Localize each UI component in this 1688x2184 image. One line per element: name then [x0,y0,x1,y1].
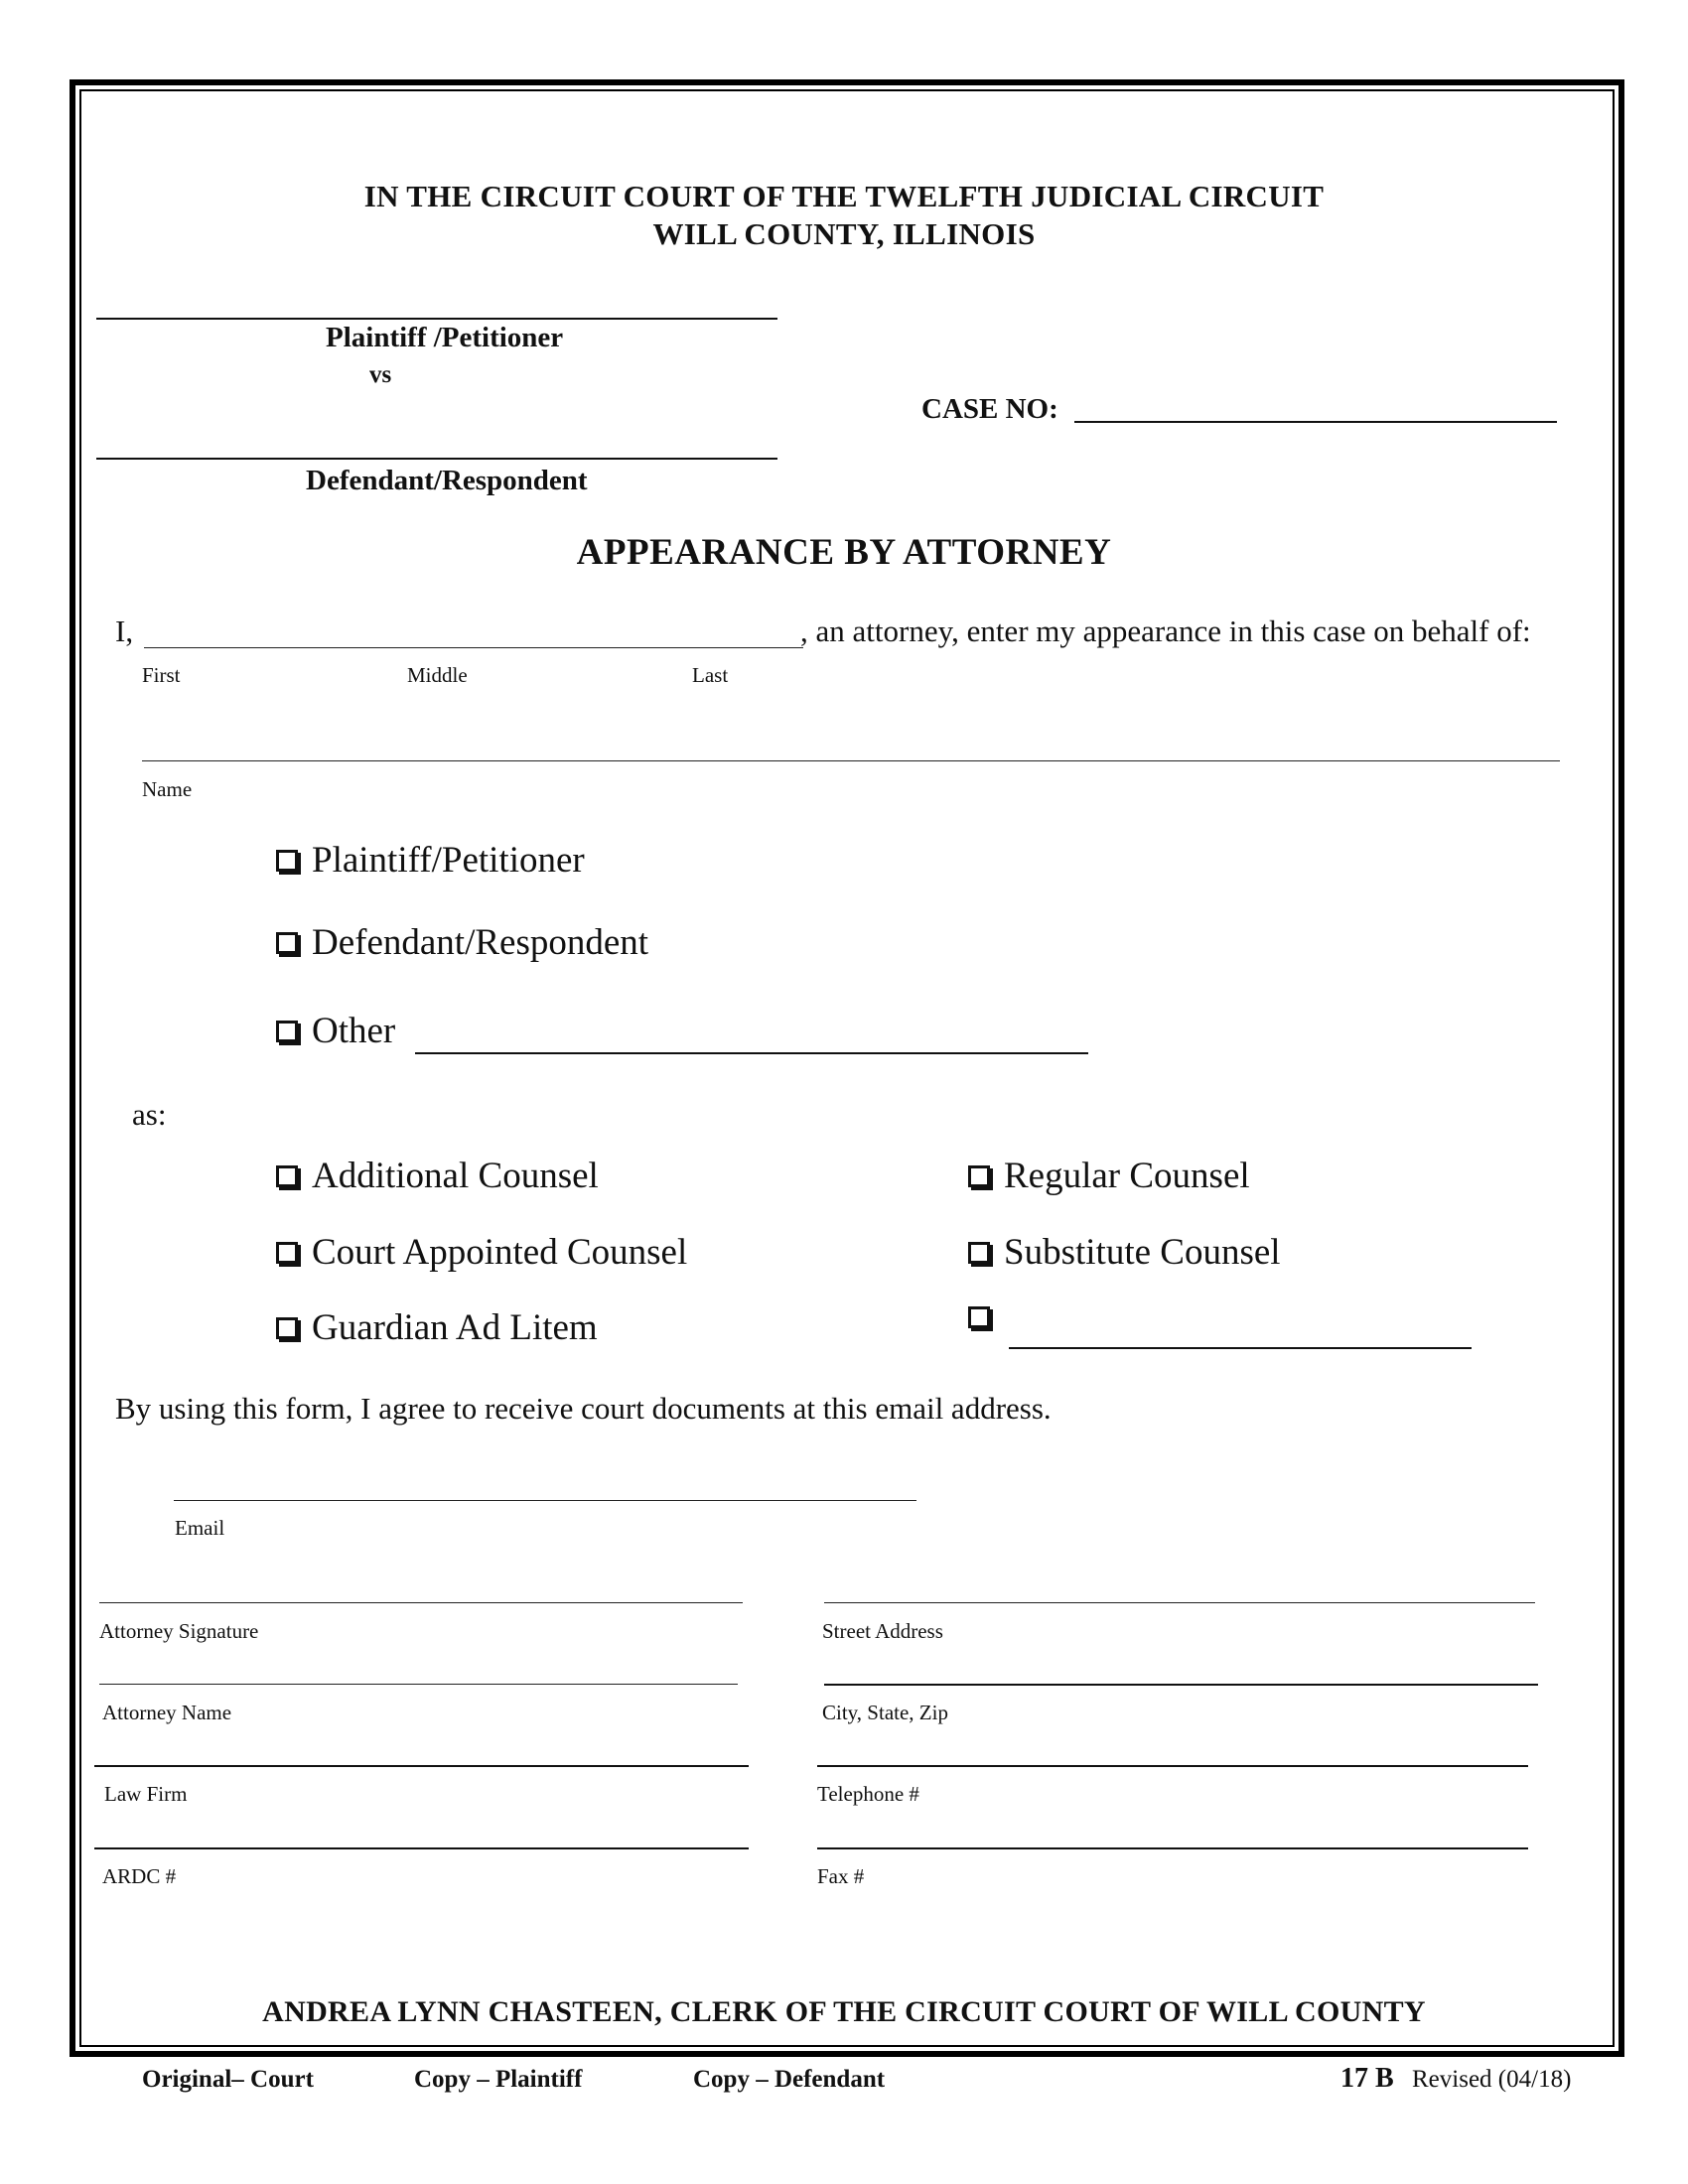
attorney-name-line[interactable] [99,1684,738,1685]
court-appointed-counsel-label: Court Appointed Counsel [312,1232,688,1273]
appearance-prefix: I, [115,614,134,648]
clerk-line: ANDREA LYNN CHASTEEN, CLERK OF THE CIRCUIT COURT OF WILL COUNTY [262,1995,1426,2028]
custom-counsel-field[interactable] [1009,1347,1472,1349]
email-label: Email [175,1516,225,1540]
city-state-zip-field[interactable] [824,1684,1538,1686]
option-court-appointed-counsel[interactable] [276,1231,687,1274]
checkbox-custom-counsel[interactable] [968,1306,990,1328]
footer-copy-plaintiff: Copy – Plaintiff [414,2066,583,2093]
option-defendant-label: Defendant/Respondent [312,922,649,963]
inner-border [79,89,1615,2047]
option-other[interactable] [276,1010,395,1052]
option-additional-counsel[interactable] [276,1155,599,1197]
street-address-field[interactable] [824,1602,1535,1603]
client-name-field[interactable] [142,760,1560,761]
checkbox-guardian-ad-litem[interactable] [276,1317,298,1339]
regular-counsel-label: Regular Counsel [1004,1156,1250,1196]
checkbox-other[interactable] [276,1021,298,1042]
option-defendant[interactable] [276,921,648,964]
footer-copy-defendant: Copy – Defendant [693,2066,886,2093]
footer-form-no: 17 B [1340,2063,1394,2094]
city-state-zip-label: City, State, Zip [822,1701,948,1724]
guardian-ad-litem-label: Guardian Ad Litem [312,1307,598,1348]
option-substitute-counsel[interactable] [968,1231,1281,1274]
fax-label: Fax # [817,1864,865,1888]
last-label: Last [692,663,729,687]
middle-label: Middle [407,663,468,687]
ardc-field[interactable] [94,1847,749,1849]
appearance-suffix: , an attorney, enter my appearance in this case on behalf of: [800,614,1531,648]
checkbox-defendant[interactable] [276,932,298,954]
substitute-counsel-label: Substitute Counsel [1004,1232,1281,1273]
checkbox-plaintiff[interactable] [276,850,298,872]
vs-label: vs [369,361,392,388]
form-title: APPEARANCE BY ATTORNEY [576,532,1112,573]
court-title: IN THE CIRCUIT COURT OF THE TWELFTH JUDICIAL CIRCUIT [363,179,1325,213]
as-label: as: [132,1097,167,1132]
option-other-label: Other [312,1011,396,1051]
name-label: Name [142,777,193,801]
footer-revised: Revised (04/18) [1412,2066,1572,2093]
checkbox-additional-counsel[interactable] [276,1165,298,1187]
attorney-name-field[interactable] [144,647,803,648]
case-no-label: CASE NO: [921,393,1058,425]
option-regular-counsel[interactable] [968,1155,1250,1197]
option-guardian-ad-litem[interactable] [276,1306,598,1349]
fax-field[interactable] [817,1847,1528,1849]
case-no-field[interactable] [1074,421,1557,423]
attorney-signature-field[interactable] [99,1602,743,1603]
option-plaintiff-label: Plaintiff/Petitioner [312,840,585,881]
attorney-signature-label: Attorney Signature [99,1619,259,1643]
checkbox-court-appointed-counsel[interactable] [276,1242,298,1264]
additional-counsel-label: Additional Counsel [312,1156,599,1196]
law-firm-field[interactable] [94,1765,749,1767]
telephone-label: Telephone # [817,1782,919,1806]
law-firm-label: Law Firm [104,1782,188,1806]
email-field[interactable] [174,1500,916,1501]
ardc-label: ARDC # [102,1864,177,1888]
telephone-field[interactable] [817,1765,1528,1767]
attorney-name-label: Attorney Name [102,1701,232,1724]
option-custom-counsel[interactable] [968,1306,1004,1328]
street-address-label: Street Address [822,1619,943,1643]
defendant-line[interactable] [96,458,777,460]
plaintiff-line[interactable] [96,318,777,320]
first-label: First [142,663,181,687]
plaintiff-label: Plaintiff /Petitioner [326,322,564,353]
email-notice: By using this form, I agree to receive court documents at this email address. [115,1391,1052,1426]
defendant-label: Defendant/Respondent [306,465,588,496]
checkbox-substitute-counsel[interactable] [968,1242,990,1264]
option-plaintiff[interactable] [276,839,585,882]
county-title: WILL COUNTY, ILLINOIS [652,216,1036,251]
other-field[interactable] [415,1052,1088,1054]
checkbox-regular-counsel[interactable] [968,1165,990,1187]
footer-original: Original– Court [142,2066,314,2093]
